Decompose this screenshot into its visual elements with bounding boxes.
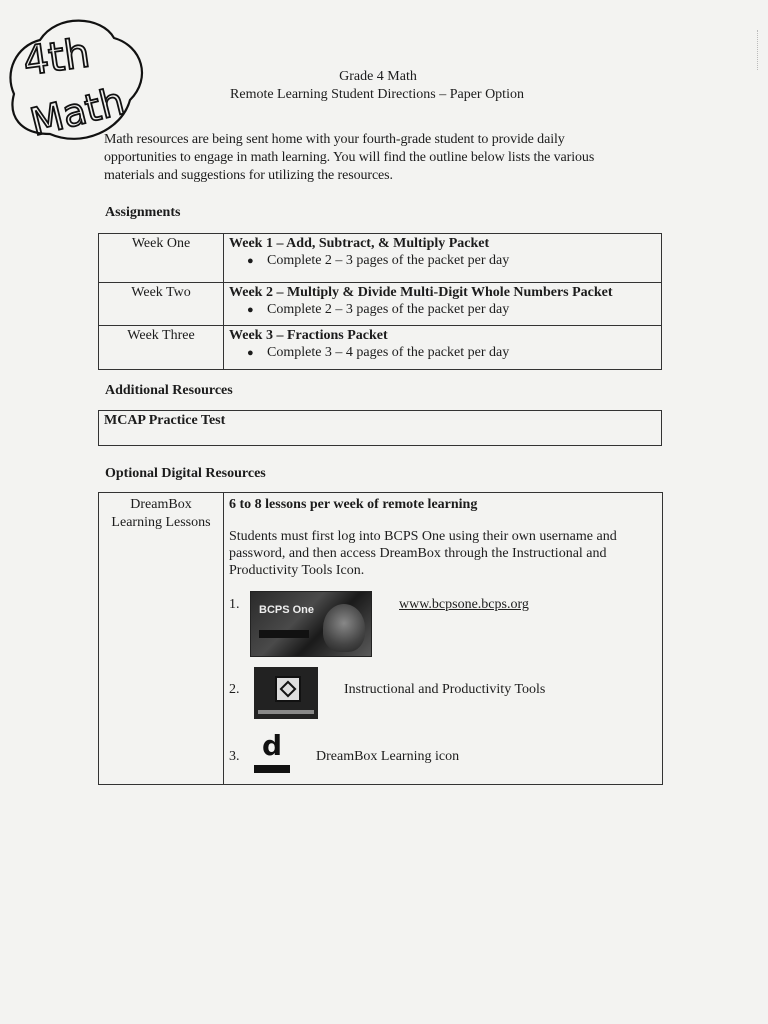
step-text: Instructional and Productivity Tools (344, 682, 546, 697)
assignment-bullet (224, 253, 661, 269)
assignment-title: Week 3 – Fractions Packet (229, 328, 388, 343)
bullet-text: Complete 3 – 4 pages of the packet per day (267, 345, 510, 360)
intro-line: opportunities to engage in math learning. You will find the outline below lists the various (104, 150, 595, 165)
dreambox-instructions: Students must first log into BCPS One using their own username and password, and then access DreamBox through the Instructional and Productivity Tools Icon. (229, 529, 617, 578)
intro-line: Math resources are being sent home with your fourth-grade student to provide daily (104, 132, 565, 147)
student-photo (323, 604, 365, 652)
bcps-one-screenshot (250, 591, 372, 657)
assignment-cell (224, 326, 662, 370)
document-title: Grade 4 Math (339, 69, 417, 84)
step-number: 2. (229, 682, 240, 697)
assignment-cell (224, 283, 662, 326)
assignment-cell (224, 234, 662, 283)
step-number: 1. (229, 597, 240, 612)
dreambox-label-cell (99, 493, 224, 785)
learning-lessons-label: Learning Lessons (111, 515, 211, 530)
additional-resources-table (98, 410, 662, 446)
bullet-icon: ● (247, 304, 254, 316)
assignment-bullet (224, 302, 661, 318)
week-label: Week Two (99, 283, 224, 326)
assignment-title: Week 1 – Add, Subtract, & Multiply Packet (229, 236, 490, 251)
assignment-row (99, 234, 662, 283)
step-number: 3. (229, 749, 240, 764)
instructional-tools-icon (254, 667, 318, 719)
bcpsone-link[interactable]: www.bcpsone.bcps.org (399, 597, 529, 612)
login-bar (259, 630, 309, 638)
assignment-row (99, 283, 662, 326)
step-text: DreamBox Learning icon (316, 749, 460, 764)
mcap-practice-test: MCAP Practice Test (99, 411, 662, 446)
assignments-table (98, 233, 662, 370)
bullet-icon: ● (247, 255, 254, 267)
stamp-text-4th: 4th (20, 30, 93, 86)
bullet-icon: ● (247, 347, 254, 359)
icon-caption-bar (258, 710, 314, 714)
icon-caption-bar (254, 765, 290, 773)
optional-resources-table (98, 492, 663, 785)
dreambox-icon (254, 731, 290, 773)
intro-paragraph (104, 131, 624, 185)
dreambox-details-cell (224, 493, 663, 785)
scan-edge-marks (751, 30, 758, 70)
dreambox-label: DreamBox (130, 497, 192, 512)
assignment-title: Week 2 – Multiply & Divide Multi-Digit Whole Numbers Packet (229, 285, 613, 300)
document-subtitle: Remote Learning Student Directions – Paper Option (230, 87, 524, 102)
bcps-one-logo: BCPS One (259, 604, 315, 616)
dreambox-d-icon: d (262, 731, 283, 762)
assignment-bullet (224, 345, 661, 361)
additional-resources-heading: Additional Resources (105, 383, 233, 398)
week-label: Week One (99, 234, 224, 283)
assignments-heading: Assignments (105, 205, 181, 220)
assignment-row (99, 326, 662, 370)
tools-icon (275, 676, 301, 702)
week-label: Week Three (99, 326, 224, 370)
intro-line: materials and suggestions for utilizing the resources. (104, 168, 393, 183)
stamp-text-math: Math (25, 78, 129, 145)
dreambox-lessons-title: 6 to 8 lessons per week of remote learning (229, 497, 478, 512)
bullet-text: Complete 2 – 3 pages of the packet per day (267, 253, 510, 268)
bullet-text: Complete 2 – 3 pages of the packet per day (267, 302, 510, 317)
optional-digital-resources-heading: Optional Digital Resources (105, 466, 266, 481)
